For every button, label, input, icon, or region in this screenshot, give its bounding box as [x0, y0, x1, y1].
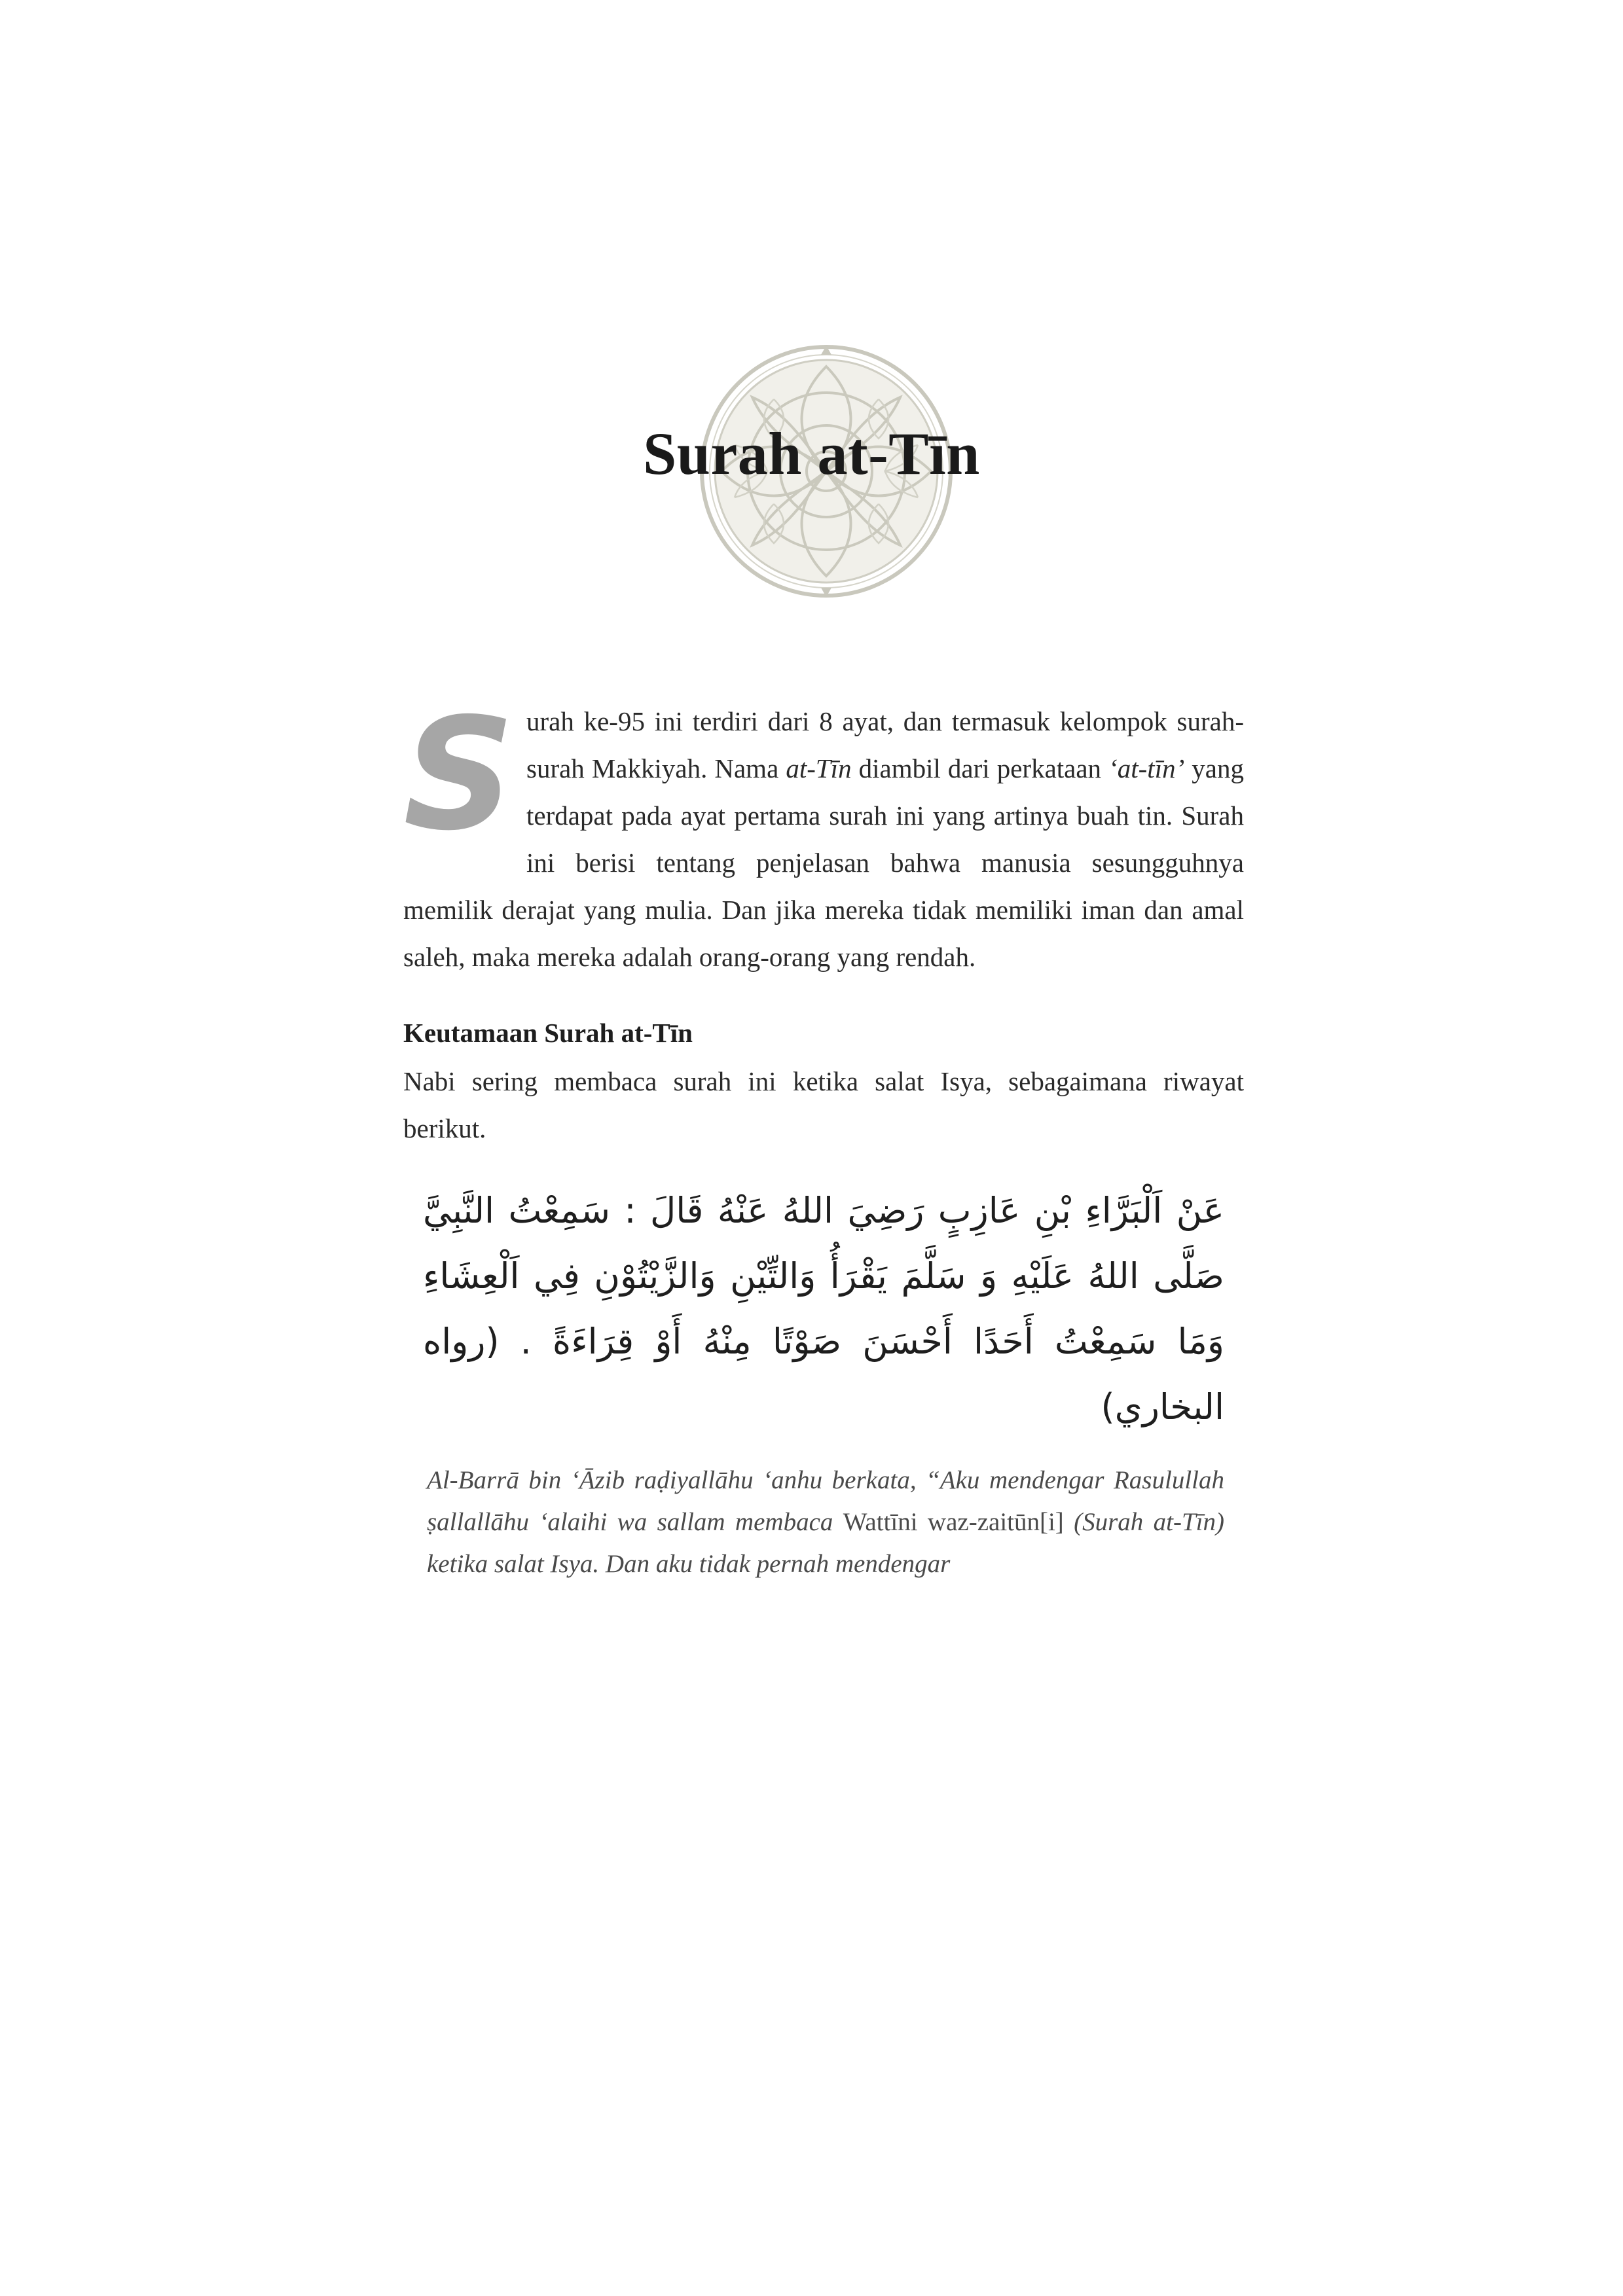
intro-text-3: yang terdapat pada ayat pertama surah ini yang artinya buah tin. Surah ini berisi tentang penjelasan bahwa manusia sesungguhnya memilik derajat yang mulia. Dan jika mereka tidak memiliki iman dan amal saleh, maka mereka adalah orang-orang yang rendah. — [403, 753, 1244, 972]
intro-text-2: diambil dari perkataan — [851, 753, 1109, 783]
intro-paragraph — [403, 685, 1244, 980]
intro-emphasis-2: ‘at-tīn’ — [1108, 753, 1185, 783]
translation-part-2: (Surah at-Tīn) ketika salat Isya. Dan aku tidak pernah mendengar — [427, 1508, 1224, 1578]
section-heading: Keutamaan Surah at-Tīn — [403, 1018, 693, 1048]
hadith-arabic: عَنْ اَلْبَرَّاءِ بْنِ عَازِبٍ رَضِيَ اللهُ عَنْهُ قَالَ : سَمِعْتُ النَّبِيَّ صَلَّى اللهُ عَلَيْهِ وَ سَلَّمَ يَقْرَأُ وَالتِّيْنِ وَالزَّيْتُوْنِ فِي اَلْعِشَاءِ وَمَا سَمِعْتُ أَحَدًا أَحْسَنَ صَوْتًا مِنْهُ أَوْ قِرَاءَةً . (رواه البخاري) — [423, 1190, 1224, 1427]
page-title: Surah at-Tīn — [643, 420, 980, 487]
intro-emphasis-1: at-Tīn — [786, 753, 852, 783]
intro-text-1: urah ke-95 ini terdiri dari 8 ayat, dan termasuk kelompok surah-surah Makkiyah. Nama — [526, 706, 1244, 783]
section-paragraph: Nabi sering membaca surah ini ketika salat Isya, sebagaimana riwayat berikut. — [403, 1066, 1244, 1143]
main-content — [403, 685, 1244, 1585]
drop-cap: S — [403, 685, 515, 865]
hadith-translation — [427, 1460, 1224, 1585]
translation-surah-name: Wattīni waz-zaitūn[i] — [843, 1508, 1064, 1536]
translation-part-1: Al-Barrā bin ‘Āzib raḍiyallāhu ‘anhu berkata, “Aku mendengar Rasulullah ṣallallāhu ‘alaihi wa sallam membaca — [427, 1466, 1224, 1536]
